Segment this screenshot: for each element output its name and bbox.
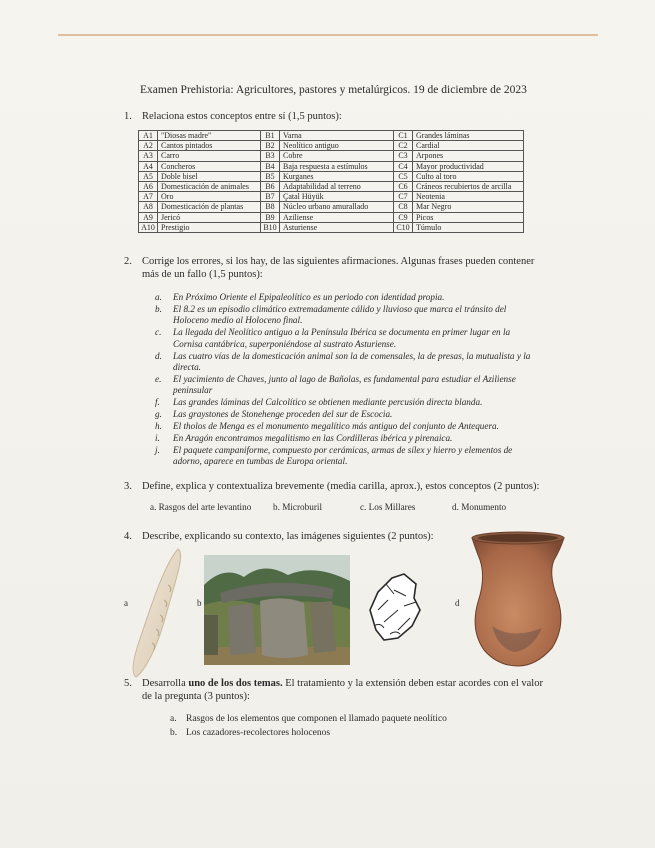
table-key-cell: C1 <box>394 131 413 141</box>
statement-text: Las graystones de Stonehenge proceden del sur de Escocia. <box>173 409 393 420</box>
statement-text: Las cuatro vías de la domesticación animal son la de comensales, la de presas, la mutualista y la directa. <box>173 350 531 372</box>
concept-c: c. Los Millares <box>360 502 416 512</box>
table-row <box>139 212 524 222</box>
table-key-cell: A5 <box>139 171 158 181</box>
table-row <box>139 222 524 232</box>
table-value-cell: Adaptabilidad al terreno <box>280 181 394 191</box>
table-value-cell: Arpones <box>413 151 524 161</box>
table-key-cell: A9 <box>139 212 158 222</box>
table-key-cell: A4 <box>139 161 158 171</box>
question-5-pre: Desarrolla <box>142 678 189 689</box>
statement-text: La llegada del Neolítico antiguo a la Península Ibérica se documenta en primer lugar en la Cornisa cantábrica, superponiéndose al sustrato Asturiense. <box>173 327 511 349</box>
table-value-cell: Grandes láminas <box>413 131 524 141</box>
statement-item <box>155 421 535 432</box>
table-value-cell: Núcleo urbano amurallado <box>280 202 394 212</box>
topic-a <box>170 714 447 724</box>
table-key-cell: A10 <box>139 222 158 232</box>
statement-text: En Aragón encontramos megalitismo en las Cordilleras ibérica y pirenaica. <box>173 432 453 443</box>
statement-text: Las grandes láminas del Calcolítico se obtienen mediante percusión directa blanda. <box>173 397 483 408</box>
question-1 <box>124 110 342 123</box>
table-key-cell: A6 <box>139 181 158 191</box>
question-5 <box>124 677 544 703</box>
question-1-number: 1. <box>124 111 132 122</box>
table-value-cell: Varna <box>280 131 394 141</box>
table-row <box>139 161 524 171</box>
statement-text: El 8.2 es un episodio climático extremadamente cálido y lluvioso que marca el tránsito del Holoceno medio al Holoceno final. <box>173 303 507 326</box>
topic-b <box>170 728 330 738</box>
table-row <box>139 181 524 191</box>
table-row <box>139 151 524 161</box>
statement-item <box>155 304 535 327</box>
topic-b-text: Los cazadores-recolectores holocenos <box>186 728 331 738</box>
table-key-cell: B5 <box>261 171 280 181</box>
statement-letter: h. <box>155 420 162 431</box>
statement-letter: c. <box>155 327 162 338</box>
table-value-cell: Túmulo <box>413 222 524 232</box>
table-value-cell: Jericó <box>158 212 261 222</box>
statement-letter: f. <box>155 397 160 408</box>
statements-list <box>155 292 535 468</box>
table-value-cell: Doble bisel <box>158 171 261 181</box>
table-value-cell: "Diosas madre" <box>158 131 261 141</box>
table-value-cell: Culto al toro <box>413 171 524 181</box>
question-2-line1: Corrige los errores, si los hay, de las siguientes afirmaciones. Algunas frases pueden contener <box>142 256 535 267</box>
table-key-cell: B3 <box>261 151 280 161</box>
table-value-cell: Cobre <box>280 151 394 161</box>
table-key-cell: B4 <box>261 161 280 171</box>
table-value-cell: Domesticación de plantas <box>158 202 261 212</box>
table-key-cell: C2 <box>394 141 413 151</box>
table-value-cell: Mar Negro <box>413 202 524 212</box>
table-value-cell: Neotenia <box>413 192 524 202</box>
image-label-a: a <box>124 598 128 608</box>
question-4 <box>124 530 434 543</box>
table-row <box>139 202 524 212</box>
table-key-cell: C8 <box>394 202 413 212</box>
table-row <box>139 192 524 202</box>
table-value-cell: Picos <box>413 212 524 222</box>
topic-a-text: Rasgos de los elementos que componen el llamado paquete neolítico <box>186 714 447 724</box>
statement-item <box>155 397 535 408</box>
statement-letter: d. <box>155 350 162 361</box>
table-value-cell: Cantos pintados <box>158 141 261 151</box>
question-5-post: El tratamiento y la extensión deben estar acordes con el valor <box>282 678 543 689</box>
concepts-table <box>138 130 524 233</box>
statement-item <box>155 409 535 420</box>
flint-tool-drawing <box>364 570 426 644</box>
statement-item <box>155 351 535 374</box>
statement-letter: a. <box>155 292 162 302</box>
question-4-text: Describe, explicando su contexto, las imágenes siguientes (2 puntos): <box>142 531 434 542</box>
table-value-cell: Baja respuesta a estímulos <box>280 161 394 171</box>
concept-b: b. Microburil <box>273 502 322 512</box>
statement-letter: i. <box>155 432 160 443</box>
image-label-d: d <box>455 598 460 608</box>
table-key-cell: A1 <box>139 131 158 141</box>
dolmen-photo <box>204 555 350 665</box>
table-value-cell: Cardial <box>413 141 524 151</box>
question-5-line2: de la pregunta (3 puntos): <box>142 691 250 702</box>
statement-item <box>155 327 535 350</box>
table-key-cell: C10 <box>394 222 413 232</box>
question-5-number: 5. <box>124 678 132 689</box>
question-2-number: 2. <box>124 256 132 267</box>
bell-beaker-pot-image <box>462 530 574 670</box>
table-value-cell: Asturiense <box>280 222 394 232</box>
table-key-cell: B9 <box>261 212 280 222</box>
statement-text: El tholos de Menga es el monumento megalítico más antiguo del conjunto de Antequera. <box>173 420 499 431</box>
table-value-cell: Carro <box>158 151 261 161</box>
statement-letter: e. <box>155 373 162 384</box>
question-4-number: 4. <box>124 531 132 542</box>
exam-title: Examen Prehistoria: Agricultores, pastores y metalúrgicos. 19 de diciembre de 2023 <box>140 84 527 96</box>
table-value-cell: Cráneos recubiertos de arcilla <box>413 181 524 191</box>
statement-letter: j. <box>155 444 160 455</box>
statement-text: El yacimiento de Chaves, junto al lago de Bañolas, es fundamental para estudiar el Aziliense peninsular <box>173 373 516 396</box>
question-5-bold: uno de los dos temas. <box>188 678 283 689</box>
statement-text: El paquete campaniforme, compuesto por cerámicas, armas de sílex y hierro y elementos de adorno, aparece en tumbas de Europa oriental. <box>173 444 513 467</box>
table-key-cell: B6 <box>261 181 280 191</box>
table-value-cell: Neolítico antiguo <box>280 141 394 151</box>
topic-b-letter: b. <box>170 728 178 738</box>
statement-text: En Próximo Oriente el Epipaleolítico es un periodo con identidad propia. <box>173 292 445 302</box>
statement-letter: g. <box>155 409 162 420</box>
image-label-b: b <box>197 598 202 608</box>
question-1-text: Relaciona estos conceptos entre sí (1,5 puntos): <box>142 111 342 122</box>
table-row <box>139 131 524 141</box>
concept-d: d. Monumento <box>452 502 507 512</box>
question-3-text: Define, explica y contextualiza brevemente (media carilla, aprox.), estos conceptos (2 puntos): <box>142 481 540 492</box>
table-key-cell: C7 <box>394 192 413 202</box>
table-key-cell: C9 <box>394 212 413 222</box>
bone-harpoon-image <box>128 545 188 680</box>
statement-item <box>155 292 535 303</box>
concept-a: a. Rasgos del arte levantino <box>150 502 252 512</box>
table-key-cell: A2 <box>139 141 158 151</box>
table-value-cell: Kurganes <box>280 171 394 181</box>
table-key-cell: A3 <box>139 151 158 161</box>
table-key-cell: A8 <box>139 202 158 212</box>
table-value-cell: Prestigio <box>158 222 261 232</box>
question-3 <box>124 480 539 493</box>
table-value-cell: Aziliense <box>280 212 394 222</box>
table-row <box>139 141 524 151</box>
table-key-cell: B8 <box>261 202 280 212</box>
table-key-cell: A7 <box>139 192 158 202</box>
table-row <box>139 171 524 181</box>
question-3-number: 3. <box>124 481 132 492</box>
table-key-cell: B2 <box>261 141 280 151</box>
statement-item <box>155 433 535 444</box>
question-2-line2: más de un fallo (1,5 puntos): <box>142 269 263 280</box>
table-key-cell: B1 <box>261 131 280 141</box>
question-2 <box>124 255 544 281</box>
top-rule <box>58 34 598 36</box>
table-value-cell: Mayor productividad <box>413 161 524 171</box>
table-value-cell: Çatal Hüyük <box>280 192 394 202</box>
table-key-cell: C6 <box>394 181 413 191</box>
statement-letter: b. <box>155 303 162 314</box>
table-value-cell: Concheros <box>158 161 261 171</box>
topic-a-letter: a. <box>170 714 177 724</box>
table-key-cell: B10 <box>261 222 280 232</box>
table-key-cell: B7 <box>261 192 280 202</box>
table-value-cell: Domesticación de animales <box>158 181 261 191</box>
statement-item <box>155 374 535 397</box>
table-key-cell: C5 <box>394 171 413 181</box>
statement-item <box>155 445 535 468</box>
table-key-cell: C4 <box>394 161 413 171</box>
table-value-cell: Oro <box>158 192 261 202</box>
table-key-cell: C3 <box>394 151 413 161</box>
